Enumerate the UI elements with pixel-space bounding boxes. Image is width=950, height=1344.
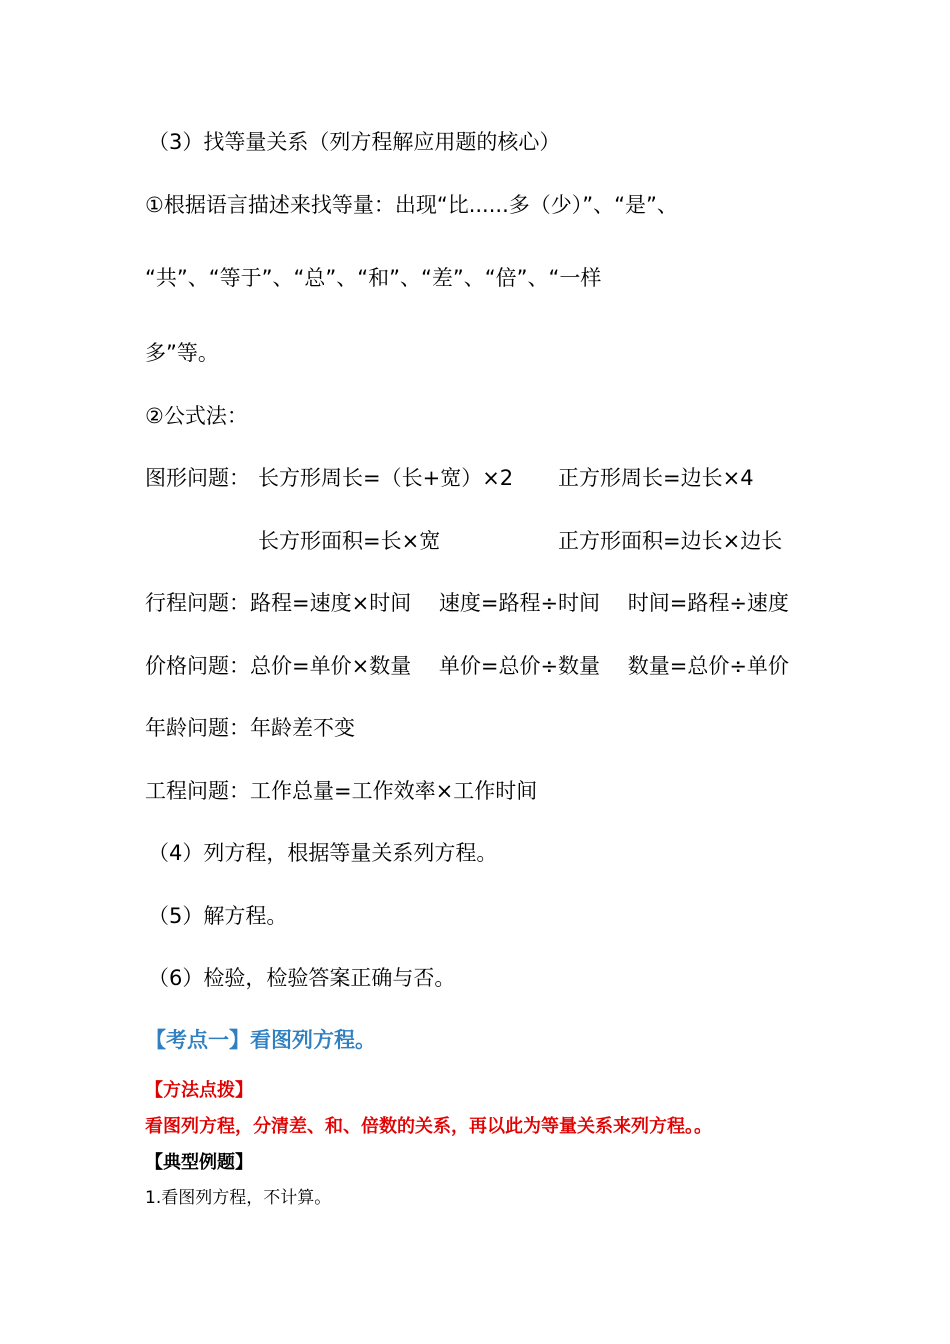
shape-problem-label: 图形问题：: [145, 466, 250, 490]
travel-problem-formulas: 行程问题：路程=速度×时间 速度=路程÷时间 时间=路程÷速度: [145, 591, 789, 615]
age-problem-formula: 年龄问题：年龄差不变: [145, 716, 355, 740]
rect-perimeter-formula: 长方形周长=（长+宽）×2: [258, 466, 514, 490]
work-problem-formula: 工程问题：工作总量=工作效率×工作时间: [145, 779, 538, 803]
method-1-line-b: “共”、“等于”、“总”、“和”、“差”、“倍”、“一样: [145, 266, 602, 290]
square-perimeter-formula: 正方形周长=边长×4: [558, 466, 754, 490]
step-3-heading: （3）找等量关系（列方程解应用题的核心）: [148, 130, 561, 154]
method-tip-text: 看图列方程，分清差、和、倍数的关系，再以此为等量关系来列方程。。: [145, 1116, 712, 1137]
method-1-line-c: 多”等。: [145, 341, 219, 365]
step-4-heading: （4）列方程，根据等量关系列方程。: [148, 841, 498, 865]
method-2-heading: ②公式法：: [145, 404, 248, 428]
method-1-line-a: ①根据语言描述来找等量：出现“比......多（少）”、“是”、: [145, 193, 678, 217]
shape-problem-row-1: [145, 463, 845, 493]
price-problem-formulas: 价格问题：总价=单价×数量 单价=总价÷数量 数量=总价÷单价: [145, 654, 789, 678]
step-5-heading: （5）解方程。: [148, 904, 288, 928]
step-6-heading: （6）检验，检验答案正确与否。: [148, 966, 456, 990]
kaodian-1-heading: 【考点一】看图列方程。: [145, 1028, 376, 1052]
method-tip-title: 【方法点拨】: [145, 1080, 253, 1101]
question-1: 1.看图列方程，不计算。: [145, 1188, 332, 1208]
square-area-formula: 正方形面积=边长×边长: [558, 529, 783, 553]
rect-area-formula: 长方形面积=长×宽: [258, 529, 441, 553]
typical-example-title: 【典型例题】: [145, 1152, 253, 1173]
